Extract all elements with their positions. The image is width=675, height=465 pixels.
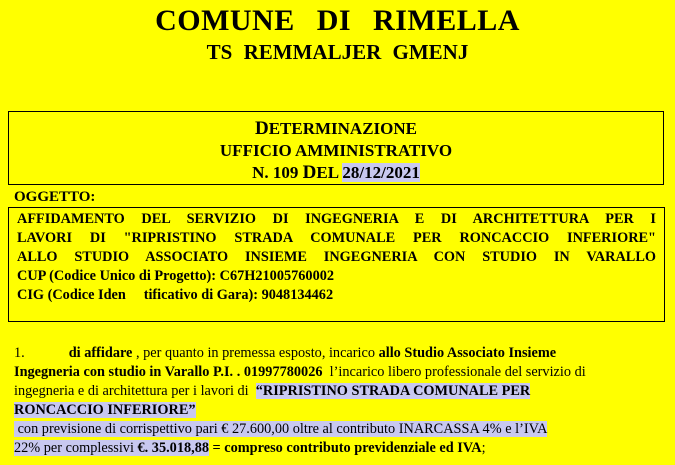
body-line-6 xyxy=(14,439,659,458)
body-studio: allo Studio Associato Insieme xyxy=(378,345,557,361)
cig-code: CIG (Codice Iden tificativo di Gara): 9048134462 xyxy=(17,287,334,303)
office-name: UFFICIO AMMINISTRATIVO xyxy=(219,141,453,160)
body-text-4: con previsione di corrispettivo pari € 27.600,00 oltre al contributo INARCASSA 4% e l’IVA xyxy=(14,421,548,437)
determinazione-heading xyxy=(9,118,663,140)
item-number: 1. xyxy=(14,345,25,361)
determinazione-number xyxy=(9,162,663,184)
body-line-3 xyxy=(14,382,659,401)
body-line-1 xyxy=(14,344,659,363)
determinazione-cap: D xyxy=(254,118,269,139)
oggetto-box xyxy=(8,207,665,322)
body-text-6: = compreso contributo previdenziale ed IVA xyxy=(208,440,482,456)
oggetto-label: OGGETTO: xyxy=(14,189,96,205)
page-title: COMUNE DI RIMELLA xyxy=(155,4,520,37)
body-line-2 xyxy=(14,363,659,382)
body-total-amount: €. 35.018,88 xyxy=(137,440,209,456)
body-text-2: l’incarico libero professionale del servizio di xyxy=(322,364,586,380)
body-line-5 xyxy=(14,420,659,439)
oggetto-line-1: AFFIDAMENTO DEL SERVIZIO DI INGEGNERIA E DI ARCHITETTURA PER I xyxy=(17,211,656,227)
determinazione-rest: ETERMINAZIONE xyxy=(268,119,418,138)
body-works-title-2: RONCACCIO INFERIORE” xyxy=(14,402,196,418)
body-text-3: ingegneria e di architettura per i lavori di xyxy=(14,383,256,399)
determinazione-box xyxy=(8,111,664,185)
number-prefix: N. 109 xyxy=(252,163,303,182)
del-cap: D xyxy=(302,162,317,183)
oggetto-line-3: ALLO STUDIO ASSOCIATO INSIEME INGEGNERIA CON STUDIO IN VARALLO xyxy=(17,249,656,265)
body-line-4 xyxy=(14,401,659,420)
body-text-end: ; xyxy=(481,440,486,456)
body-text-1: , per quanto in premessa esposto, incarico xyxy=(132,345,379,361)
del-rest: EL xyxy=(316,163,339,182)
oggetto-line-2: LAVORI DI "RIPRISTINO STRADA COMUNALE PER RONCACCIO INFERIORE" xyxy=(17,230,656,246)
cup-code: CUP (Codice Unico di Progetto): C67H21005760002 xyxy=(17,268,335,284)
body-studio-location: Ingegneria con studio in Varallo P.I. . 01997780026 xyxy=(14,364,323,380)
body-text-5: 22% per complessivi xyxy=(14,440,138,456)
body-affidare: di affidare xyxy=(68,345,133,361)
body-works-title-1: “RIPRISTINO STRADA COMUNALE PER xyxy=(255,383,531,399)
determination-body xyxy=(14,344,659,458)
determinazione-date: 28/12/2021 xyxy=(342,163,420,182)
page-subtitle: TS REMMALJER GMENJ xyxy=(206,40,469,64)
